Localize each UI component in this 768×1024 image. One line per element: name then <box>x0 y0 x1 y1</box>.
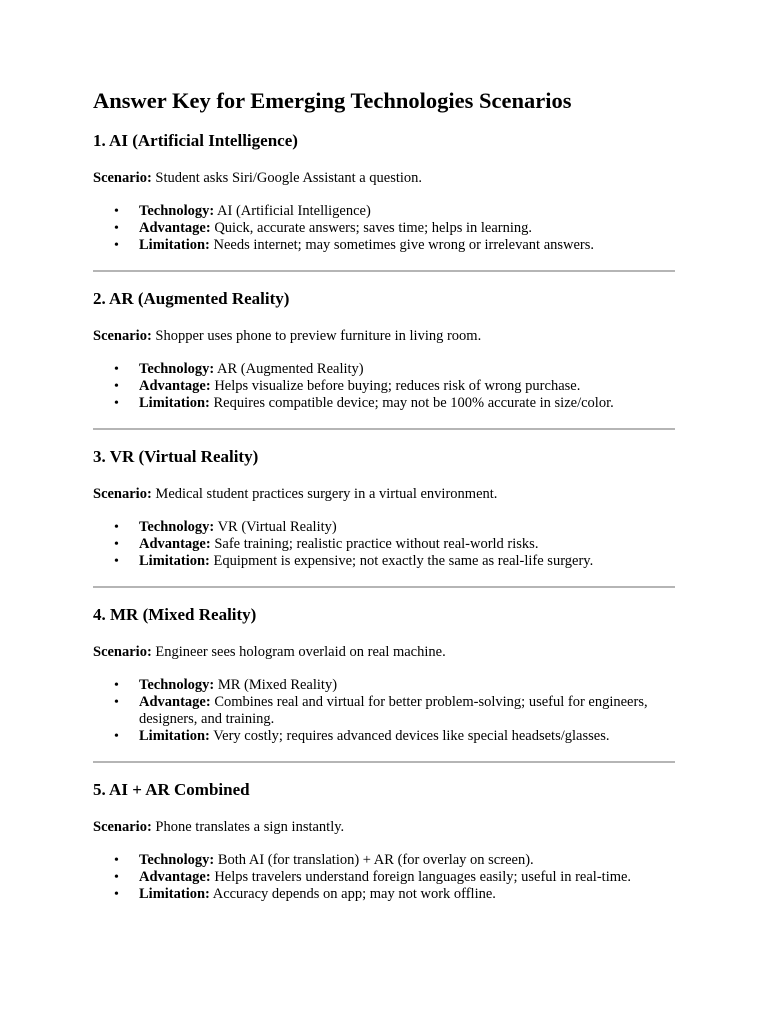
limitation-label: Limitation: <box>139 237 210 253</box>
technology-text: VR (Virtual Reality) <box>217 519 337 535</box>
section-mr <box>93 604 675 745</box>
scenario-label: Scenario: <box>93 819 152 835</box>
section-divider <box>93 586 675 588</box>
list-item-limitation <box>93 886 675 903</box>
bullet-icon: • <box>114 238 119 253</box>
advantage-text: Safe training; realistic practice without real-world risks. <box>214 536 539 552</box>
scenario-line <box>93 644 675 661</box>
document-title: Answer Key for Emerging Technologies Scenarios <box>93 88 572 113</box>
advantage-text: Helps travelers understand foreign languages easily; useful in real-time. <box>214 869 632 885</box>
list-item-technology <box>93 203 675 220</box>
list-item-advantage <box>93 536 675 553</box>
section-heading: 1. AI (Artificial Intelligence) <box>93 131 298 150</box>
scenario-text: Phone translates a sign instantly. <box>155 819 345 835</box>
technology-text: AR (Augmented Reality) <box>217 361 364 377</box>
scenario-line <box>93 170 675 187</box>
technology-label: Technology: <box>139 519 215 535</box>
scenario-text: Shopper uses phone to preview furniture in living room. <box>155 328 482 344</box>
list-item-limitation <box>93 395 675 412</box>
advantage-label: Advantage: <box>139 694 211 710</box>
limitation-text: Needs internet; may sometimes give wrong or irrelevant answers. <box>213 237 595 253</box>
details-list <box>93 852 675 903</box>
section-divider <box>93 761 675 763</box>
limitation-label: Limitation: <box>139 553 210 569</box>
details-list <box>93 361 675 412</box>
scenario-label: Scenario: <box>93 644 152 660</box>
bullet-icon: • <box>114 554 119 569</box>
list-item-advantage <box>93 220 675 237</box>
advantage-label: Advantage: <box>139 536 211 552</box>
bullet-icon: • <box>114 870 119 885</box>
advantage-label: Advantage: <box>139 869 211 885</box>
scenario-text: Medical student practices surgery in a virtual environment. <box>155 486 498 502</box>
section-heading: 4. MR (Mixed Reality) <box>93 605 257 624</box>
list-item-advantage <box>93 694 675 728</box>
details-list <box>93 519 675 570</box>
section-ai <box>93 130 675 254</box>
bullet-icon: • <box>114 396 119 411</box>
bullet-icon: • <box>114 695 119 710</box>
technology-label: Technology: <box>139 361 215 377</box>
bullet-icon: • <box>114 537 119 552</box>
bullet-icon: • <box>114 379 119 394</box>
advantage-text: Quick, accurate answers; saves time; helps in learning. <box>214 220 533 236</box>
limitation-label: Limitation: <box>139 728 210 744</box>
technology-label: Technology: <box>139 203 215 219</box>
list-item-technology <box>93 519 675 536</box>
limitation-text: Very costly; requires advanced devices like special headsets/glasses. <box>213 728 610 744</box>
technology-text: MR (Mixed Reality) <box>217 677 338 693</box>
bullet-icon: • <box>114 362 119 377</box>
technology-label: Technology: <box>139 677 215 693</box>
section-heading: 2. AR (Augmented Reality) <box>93 289 290 308</box>
bullet-icon: • <box>114 853 119 868</box>
section-ar <box>93 288 675 412</box>
details-list <box>93 677 675 745</box>
section-heading: 3. VR (Virtual Reality) <box>93 447 259 466</box>
advantage-label: Advantage: <box>139 220 211 236</box>
limitation-text: Accuracy depends on app; may not work offline. <box>212 886 496 902</box>
scenario-line <box>93 328 675 345</box>
section-vr <box>93 446 675 570</box>
limitation-label: Limitation: <box>139 395 210 411</box>
list-item-advantage <box>93 378 675 395</box>
scenario-label: Scenario: <box>93 486 152 502</box>
section-ai-ar <box>93 779 675 903</box>
list-item-limitation <box>93 553 675 570</box>
section-divider <box>93 428 675 430</box>
list-item-advantage <box>93 869 675 886</box>
bullet-icon: • <box>114 520 119 535</box>
section-divider <box>93 270 675 272</box>
limitation-text: Requires compatible device; may not be 100% accurate in size/color. <box>213 395 614 411</box>
bullet-icon: • <box>114 887 119 902</box>
scenario-line <box>93 819 675 836</box>
bullet-icon: • <box>114 678 119 693</box>
list-item-technology <box>93 361 675 378</box>
bullet-icon: • <box>114 221 119 236</box>
bullet-icon: • <box>114 729 119 744</box>
technology-label: Technology: <box>139 852 215 868</box>
scenario-line <box>93 486 675 503</box>
section-heading: 5. AI + AR Combined <box>93 780 250 799</box>
advantage-text: Helps visualize before buying; reduces risk of wrong purchase. <box>214 378 581 394</box>
advantage-text: Combines real and virtual for better problem-solving; useful for engineers, designers, and training. <box>139 694 648 727</box>
list-item-technology <box>93 852 675 869</box>
scenario-text: Engineer sees hologram overlaid on real machine. <box>155 644 446 660</box>
technology-text: AI (Artificial Intelligence) <box>217 203 371 219</box>
technology-text: Both AI (for translation) + AR (for overlay on screen). <box>217 852 534 868</box>
limitation-text: Equipment is expensive; not exactly the same as real-life surgery. <box>213 553 594 569</box>
scenario-text: Student asks Siri/Google Assistant a question. <box>155 170 423 186</box>
list-item-limitation <box>93 728 675 745</box>
scenario-label: Scenario: <box>93 170 152 186</box>
bullet-icon: • <box>114 204 119 219</box>
limitation-label: Limitation: <box>139 886 210 902</box>
list-item-technology <box>93 677 675 694</box>
scenario-label: Scenario: <box>93 328 152 344</box>
list-item-limitation <box>93 237 675 254</box>
details-list <box>93 203 675 254</box>
advantage-label: Advantage: <box>139 378 211 394</box>
